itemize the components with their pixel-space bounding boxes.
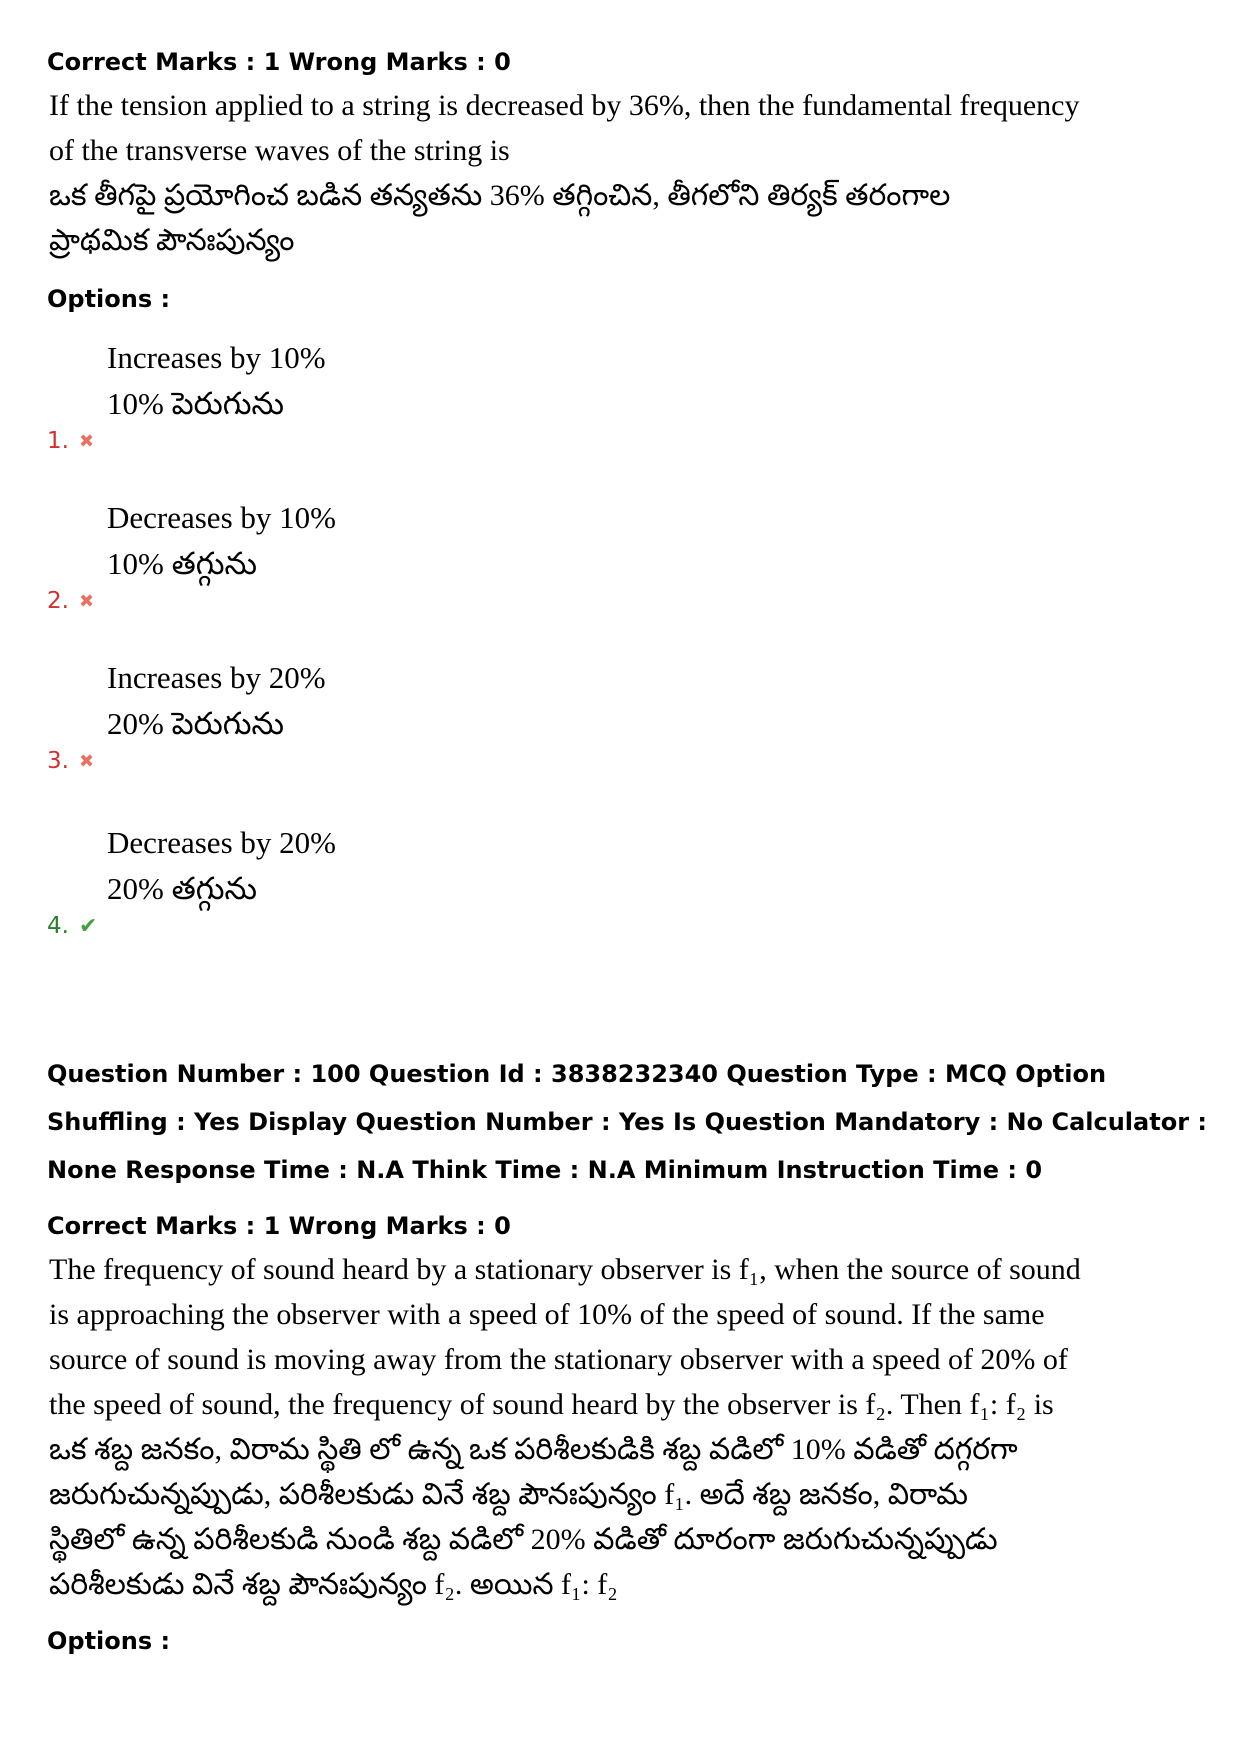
q100-text-te-line: ఒక శబ్ద జనకం, విరామ స్థితి లో ఉన్న ఒక పరిశీలకుడికి శబ్ద వడిలో 10% వడితో దగ్గరగా bbox=[49, 1433, 1018, 1466]
q99-option-4[interactable] bbox=[47, 825, 547, 945]
option-number: 1. bbox=[47, 428, 69, 454]
q99-text-te-line: ఒక తీగపై ప్రయోగించ బడిన తన్యతను 36% తగ్గించిన, తీగలోని తిర్యక్ తరంగాల bbox=[49, 179, 951, 212]
check-icon: ✔ bbox=[79, 914, 98, 939]
cross-icon: ✖ bbox=[79, 431, 95, 452]
option-text-en: Decreases by 20% bbox=[107, 825, 336, 860]
q100-text-te-line: స్థితిలో ఉన్న పరిశీలకుడి నుండి శబ్ద వడిలో 20% వడితో దూరంగా జరుగుచున్నప్పుడు bbox=[49, 1523, 998, 1556]
q99-option-1[interactable] bbox=[47, 340, 547, 460]
q100-marks: Correct Marks : 1 Wrong Marks : 0 bbox=[47, 1212, 511, 1240]
option-text-te: 10% తగ్గును bbox=[107, 546, 257, 581]
option-text-te: 10% పెరుగును bbox=[107, 386, 285, 421]
q100-text-en-line: the speed of sound, the frequency of sound heard by the observer is f₂. Then f₁: f₂ is bbox=[49, 1388, 1054, 1421]
option-text-en: Increases by 10% bbox=[107, 340, 326, 375]
q100-text-te-line: పరిశీలకుడు వినే శబ్ద పౌనఃపున్యం f₂. అయిన f₁: f₂ bbox=[49, 1568, 618, 1601]
q99-question-text bbox=[49, 83, 1080, 263]
option-text-te: 20% తగ్గును bbox=[107, 871, 257, 906]
q100-meta: Question Number : 100 Question Id : 3838232340 Question Type : MCQ Option Shuffling : Yes Display Question Number : Yes Is Question Mandatory : No Calculator : None Response Time : N.A Think Time : N.A Minimum Instruction Time : 0 bbox=[47, 1060, 1207, 1184]
cross-icon: ✖ bbox=[79, 751, 95, 772]
q100-text-en-line: is approaching the observer with a speed of 10% of the speed of sound. If the same bbox=[49, 1298, 1045, 1331]
q100-text-en-line: The frequency of sound heard by a stationary observer is f₁, when the source of sound bbox=[49, 1253, 1081, 1286]
q99-text-te-line: ప్రాథమిక పౌనఃపున్యం bbox=[49, 224, 295, 257]
q99-options-label: Options : bbox=[47, 285, 171, 313]
q99-option-2[interactable] bbox=[47, 500, 547, 620]
q100-question-text bbox=[49, 1247, 1081, 1607]
option-number: 4. bbox=[47, 913, 69, 939]
q100-text-en-line: source of sound is moving away from the stationary observer with a speed of 20% of bbox=[49, 1343, 1068, 1376]
q100-options-label: Options : bbox=[47, 1627, 171, 1655]
option-number: 3. bbox=[47, 748, 69, 774]
q99-marks: Correct Marks : 1 Wrong Marks : 0 bbox=[47, 48, 511, 76]
q99-option-3[interactable] bbox=[47, 660, 547, 780]
cross-icon: ✖ bbox=[79, 591, 95, 612]
option-text-te: 20% పెరుగును bbox=[107, 706, 285, 741]
q100-text-te-line: జరుగుచున్నప్పుడు, పరిశీలకుడు వినే శబ్ద పౌనఃపున్యం f₁. అదే శబ్ద జనకం, విరామ bbox=[49, 1478, 968, 1511]
q99-text-en-line: If the tension applied to a string is decreased by 36%, then the fundamental frequency bbox=[49, 89, 1080, 122]
option-number: 2. bbox=[47, 588, 69, 614]
q99-text-en-line: of the transverse waves of the string is bbox=[49, 134, 510, 167]
option-text-en: Decreases by 10% bbox=[107, 500, 336, 535]
option-text-en: Increases by 20% bbox=[107, 660, 326, 695]
